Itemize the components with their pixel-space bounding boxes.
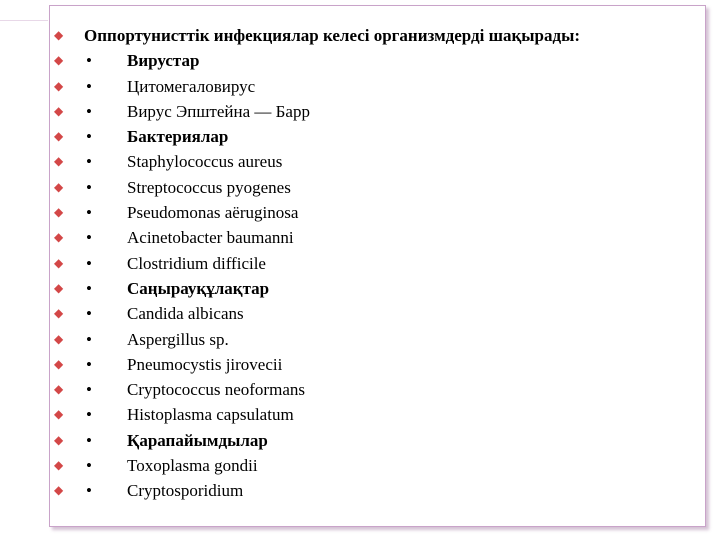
dot-bullet-icon: • bbox=[86, 481, 92, 501]
organism-name: Acinetobacter baumanni bbox=[127, 228, 294, 248]
group-heading: Бактериялар bbox=[127, 127, 229, 147]
dot-bullet-icon: • bbox=[86, 430, 92, 450]
dot-bullet-icon: • bbox=[86, 253, 92, 273]
group-heading: Вирустар bbox=[127, 51, 200, 71]
organism-name: Cryptosporidium bbox=[127, 481, 244, 501]
organism-name: Цитомегаловирус bbox=[127, 76, 256, 96]
diamond-bullet-icon: ◆ bbox=[54, 230, 64, 245]
diamond-bullet-icon: ◆ bbox=[54, 255, 64, 270]
diamond-bullet-icon: ◆ bbox=[54, 53, 64, 68]
dot-bullet-icon: • bbox=[86, 101, 92, 121]
dot-bullet-icon: • bbox=[86, 177, 92, 197]
dot-bullet-icon: • bbox=[86, 228, 92, 248]
dot-bullet-icon: • bbox=[86, 329, 92, 349]
dot-bullet-icon: • bbox=[86, 380, 92, 400]
dot-bullet-icon: • bbox=[86, 405, 92, 425]
diamond-bullet-icon: ◆ bbox=[54, 28, 64, 42]
dot-bullet-icon: • bbox=[86, 203, 92, 223]
organism-name: Streptococcus pyogenes bbox=[127, 177, 291, 197]
dot-bullet-icon: • bbox=[86, 152, 92, 172]
organism-name: Pneumocystis jirovecii bbox=[127, 354, 283, 374]
diamond-bullet-icon: ◆ bbox=[54, 129, 64, 144]
organism-name: Staphylococcus aureus bbox=[127, 152, 283, 172]
dot-bullet-icon: • bbox=[86, 51, 92, 71]
diamond-bullet-icon: ◆ bbox=[54, 78, 64, 93]
diamond-bullet-icon: ◆ bbox=[54, 331, 64, 346]
diamond-bullet-icon: ◆ bbox=[54, 179, 64, 194]
dot-bullet-icon: • bbox=[86, 456, 92, 476]
organism-name: Toxoplasma gondii bbox=[127, 456, 258, 476]
organism-name: Pseudomonas aëruginosa bbox=[127, 203, 299, 223]
dot-bullet-icon: • bbox=[86, 304, 92, 324]
group-heading: Қарапайымдылар bbox=[127, 430, 268, 450]
organism-name: Candida albicans bbox=[127, 304, 244, 324]
dot-bullet-icon: • bbox=[86, 278, 92, 298]
diamond-bullet-icon: ◆ bbox=[54, 483, 64, 498]
group-heading: Саңырауқұлақтар bbox=[127, 278, 270, 298]
frame-divider bbox=[0, 20, 48, 21]
dot-bullet-icon: • bbox=[86, 354, 92, 374]
organism-name: Вирус Эпштейна — Барр bbox=[127, 101, 310, 121]
diamond-bullet-icon: ◆ bbox=[54, 205, 64, 220]
organism-name: Clostridium difficile bbox=[127, 253, 266, 273]
organism-name: Cryptococcus neoformans bbox=[127, 380, 305, 400]
diamond-bullet-icon: ◆ bbox=[54, 103, 64, 118]
diamond-bullet-icon: ◆ bbox=[54, 382, 64, 397]
diamond-bullet-icon: ◆ bbox=[54, 356, 64, 371]
diamond-bullet-icon: ◆ bbox=[54, 407, 64, 422]
diamond-bullet-icon: ◆ bbox=[54, 280, 64, 295]
diamond-bullet-icon: ◆ bbox=[54, 432, 64, 447]
diamond-bullet-icon: ◆ bbox=[54, 458, 64, 473]
dot-bullet-icon: • bbox=[86, 76, 92, 96]
diamond-bullet-icon: ◆ bbox=[54, 306, 64, 321]
diamond-bullet-icon: ◆ bbox=[54, 154, 64, 169]
dot-bullet-icon: • bbox=[86, 127, 92, 147]
slide-title: Оппортунисттік инфекциялар келесі организмдерді шақырады: bbox=[84, 26, 581, 45]
organism-name: Histoplasma capsulatum bbox=[127, 405, 294, 425]
organism-name: Aspergillus sp. bbox=[127, 329, 229, 349]
